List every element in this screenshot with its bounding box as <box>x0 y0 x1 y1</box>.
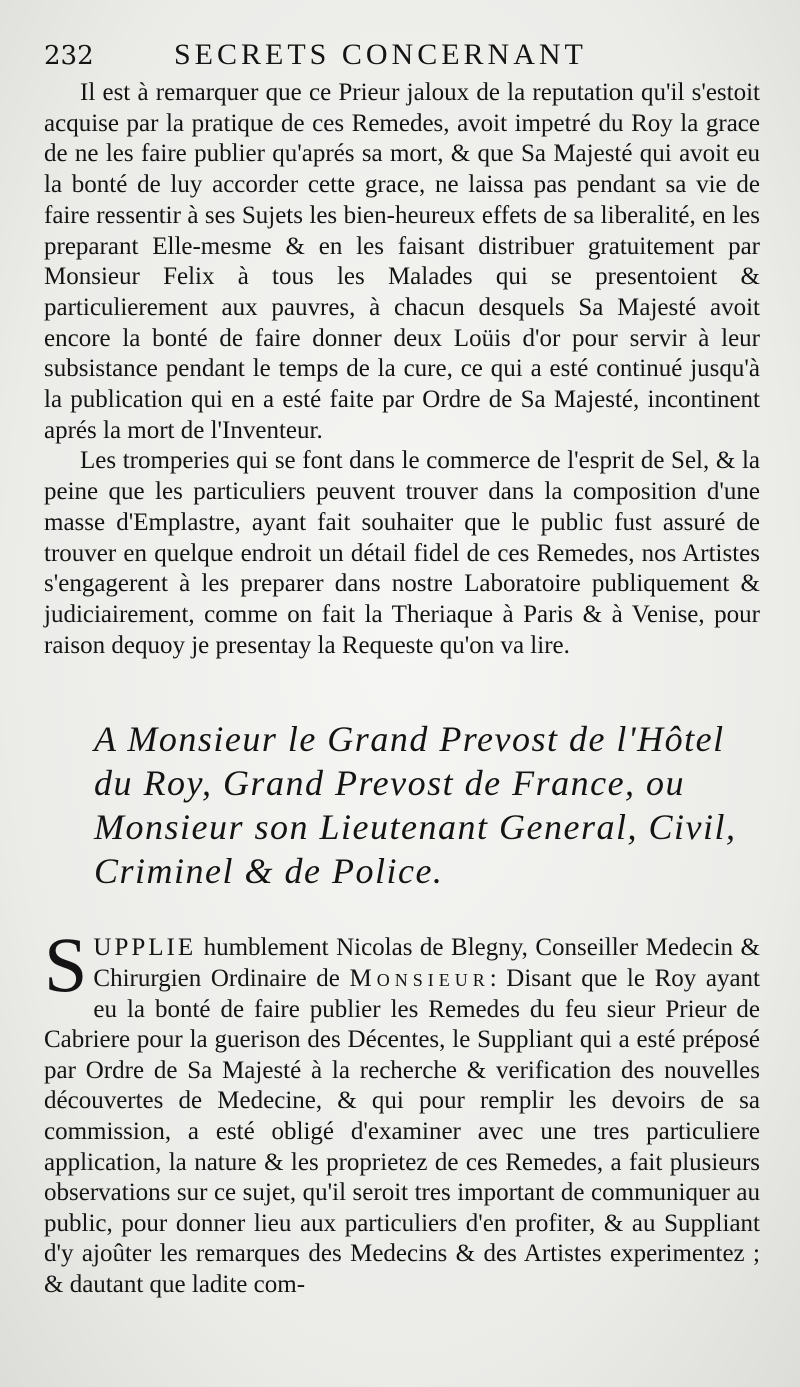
monsieur-caps: Monsieur <box>349 964 490 992</box>
drop-cap: S <box>44 921 88 1009</box>
page-number: 232 <box>44 41 94 71</box>
address-heading: A Monsieur le Grand Prevost de l'Hôtel du Roy, Grand Prevost de France, ou Monsieur son Lieutenant General, Civil, Criminel & de Police. <box>94 719 737 892</box>
opening-word: UPPLIE <box>93 934 197 962</box>
running-head: SECRETS CONCERNANT <box>174 38 587 71</box>
supplication-text-2: : Disant que le Roy ayant eu la bonté de faire publier les Remedes du feu sieur Prieur de Cabriere pour la guerison des Décentes, le Suppliant qui a esté préposé par Ordre de Sa Majesté à la recherche & verification des nouvelles découvertes de Medecine, & qui pour remplir les devoirs de sa commission, a esté obligé d'examiner avec une tres particuliere application, la nature & les proprietez de ces Remedes, a fait plusieurs observations sur ce sujet, qu'il seroit tres important de communiquer au public, pour donner lieu aux particuliers d'en profiter, & au Suppliant d'y ajoûter les remarques des Medecins & des Artistes experimentez ; & dautant que ladite com- <box>44 964 760 1298</box>
paragraph-tromperies: Les tromperies qui se font dans le commerce de l'esprit de Sel, & la peine que les particuliers peuvent trouver dans la composition d'une masse d'Emplastre, ayant fait souhaiter que le public fust assuré de trouver en quelque endroit un détail fidel de ces Remedes, nos Artistes s'engagerent à les preparer dans nostre Laboratoire publiquement & judiciairement, comme on fait la Theriaque à Paris & à Venise, pour raison dequoy je presentay la Requeste qu'on va lire. <box>44 447 760 659</box>
supplication-paragraph <box>44 921 760 1300</box>
supplication-text-1: humblement Nicolas de Blegny, Conseiller Medecin & Chirurgien Ordinaire de <box>93 934 760 992</box>
page-header <box>44 38 760 78</box>
paragraph-prieur: Il est à remarquer que ce Prieur jaloux de la reputation qu'il s'estoit acquise par la pratique de ces Remedes, avoit impetré du Roy la grace de ne les faire publier qu'aprés sa mort, & que Sa Majesté qui avoit eu la bonté de luy accorder cette grace, ne laissa pas pendant sa vie de faire ressentir à ses Sujets les bien-heureux effets de sa liberalité, en les preparant Elle-mesme & en les faisant distribuer gratuitement par Monsieur Felix à tous les Malades qui se presentoient & particulierement aux pauvres, à chacun desquels Sa Majesté avoit encore la bonté de faire donner deux Loüis d'or pour servir à leur subsistance pendant le temps de la cure, ce qui a esté continué jusqu'à la publication qui en a esté faite par Ordre de Sa Majesté, incontinent aprés la mort de l'Inventeur. <box>44 79 760 444</box>
